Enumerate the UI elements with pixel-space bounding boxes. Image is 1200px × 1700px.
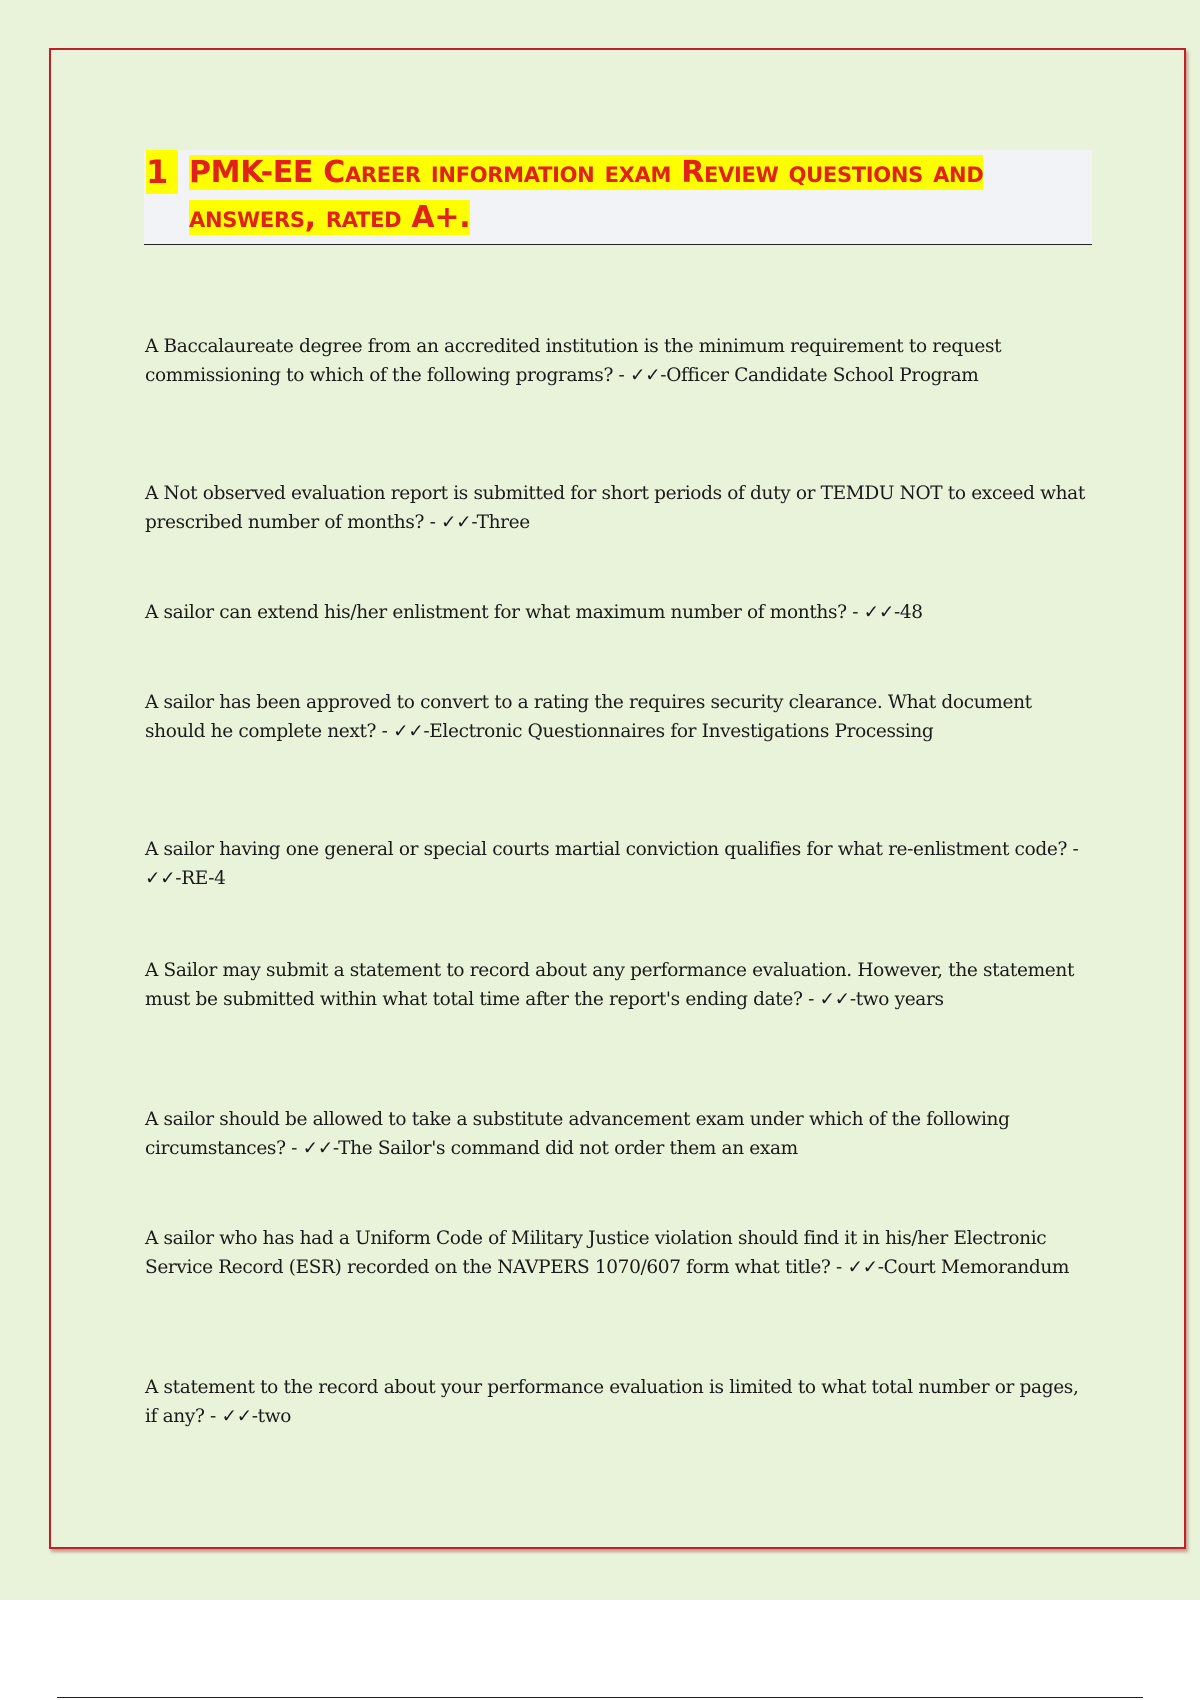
- qa-item: A Not observed evaluation report is submitted for short periods of duty or TEMDU NOT to exceed what prescribed number of months? - ✓✓-Three: [145, 483, 1085, 533]
- qa-item: A sailor who has had a Uniform Code of Military Justice violation should find it in his/her Electronic Service Record (ESR) recorded on the NAVPERS 1070/607 form what title? - ✓✓-Court Memorandum: [145, 1228, 1070, 1278]
- qa-item: A sailor has been approved to convert to a rating the requires security clearance. What document should he complete next? - ✓✓-Electronic Questionnaires for Investigations Processing: [145, 692, 1032, 742]
- page-border-frame: [49, 48, 1186, 1549]
- heading-number: 1: [146, 150, 178, 194]
- qa-item: A statement to the record about your performance evaluation is limited to what total number or pages, if any? - ✓✓-two: [145, 1377, 1079, 1427]
- qa-item: A sailor should be allowed to take a substitute advancement exam under which of the following circumstances? - ✓✓-The Sailor's command did not order them an exam: [145, 1109, 1010, 1159]
- heading-title: [189, 150, 1089, 240]
- heading-title-text: PMK-EE Career information exam Review questions and answers, rated A+.: [189, 155, 984, 235]
- qa-item: A Sailor may submit a statement to record about any performance evaluation. However, the statement must be submitted within what total time after the report's ending date? - ✓✓-two years: [145, 960, 1075, 1010]
- qa-item: A Baccalaureate degree from an accredited institution is the minimum requirement to request commissioning to which of the following programs? - ✓✓-Officer Candidate School Program: [145, 336, 1002, 386]
- document-heading: [144, 150, 1092, 245]
- qa-item: A sailor having one general or special courts martial conviction qualifies for what re-enlistment code? - ✓✓-RE-4: [145, 839, 1079, 889]
- footer-rule: [57, 1697, 1143, 1698]
- qa-item: A sailor can extend his/her enlistment for what maximum number of months? - ✓✓-48: [145, 602, 923, 623]
